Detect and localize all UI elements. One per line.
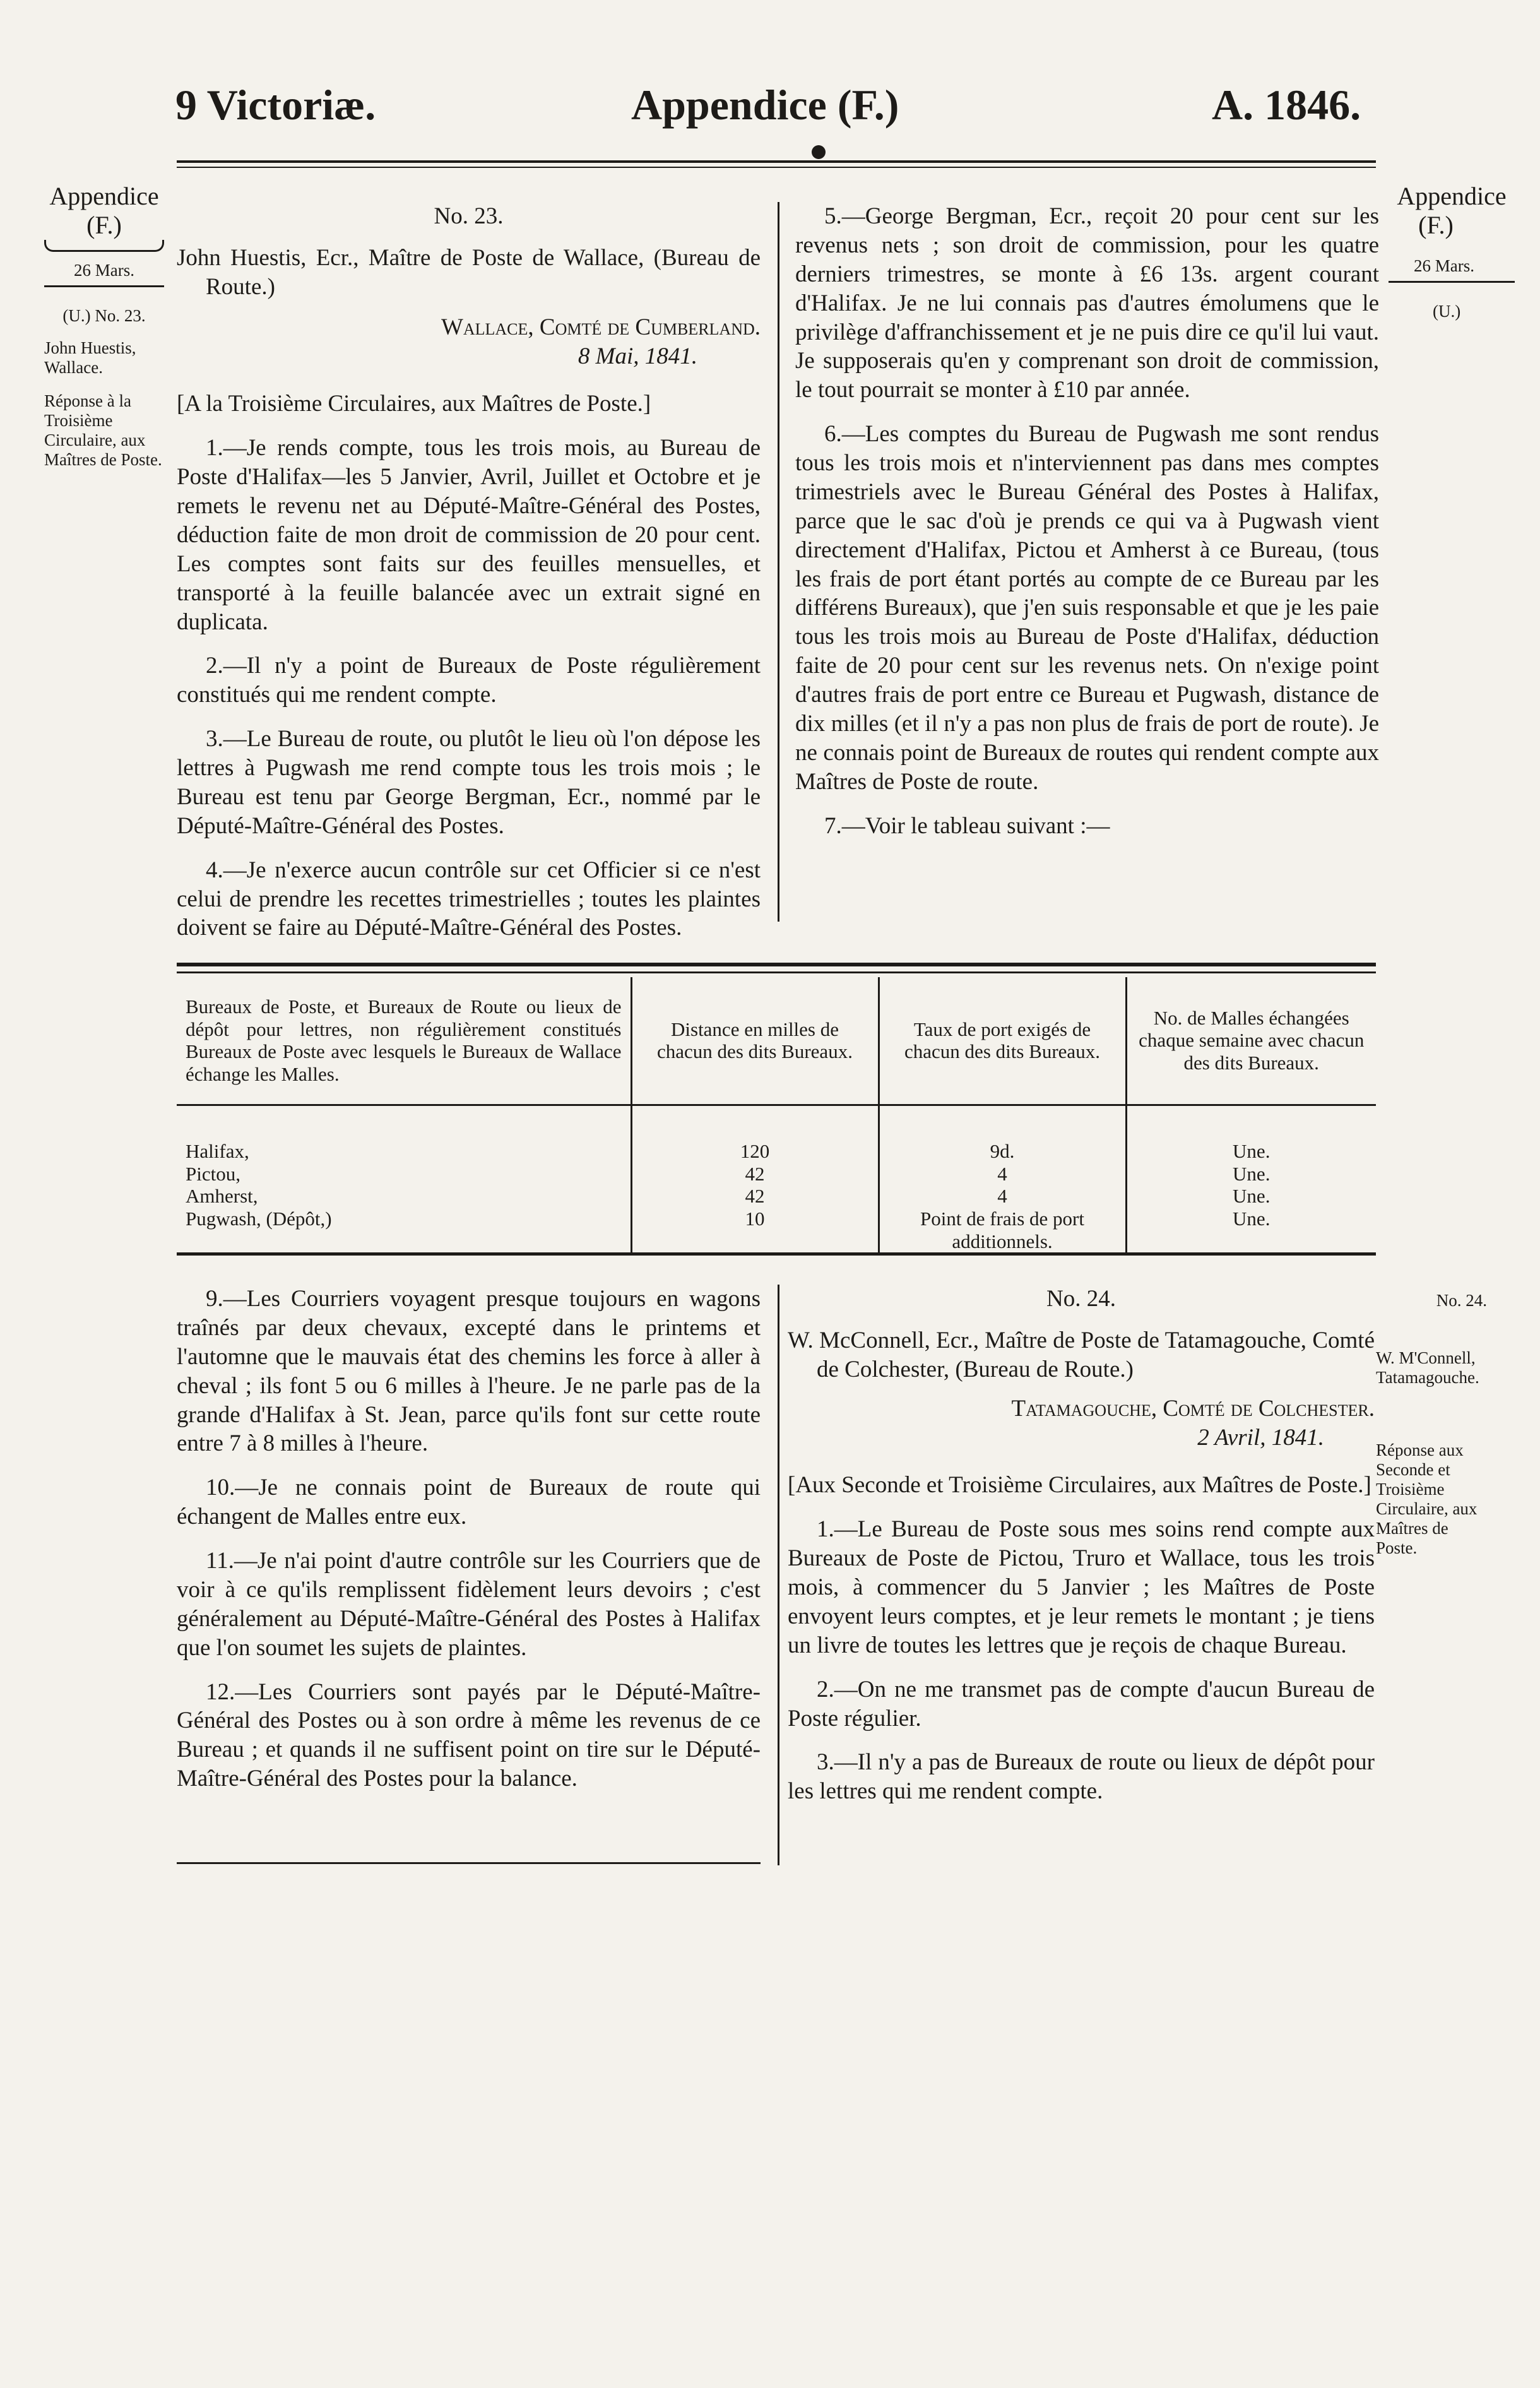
header-ornament [812,145,826,159]
letter-23-column [177,202,761,958]
table-cell-taux: 9d. [879,1140,1126,1163]
table-cell-malles: Une. [1126,1208,1376,1254]
table-cell-distance: 120 [631,1140,879,1163]
letter-23-para-3: 3.—Le Bureau de route, ou plutôt le lieu où l'on dépose les lettres à Pugwash me rend compte tous les trois mois ; le Bureau est tenu par George Bergman, Ecr., nommé par le Député-Maître-Général des Postes. [177,726,761,839]
table-header-distance: Distance en milles de chacun des dits Bureaux. [631,977,879,1105]
letter-23-para-10: 10.—Je ne connais point de Bureaux de route qui échangent de Malles entre eux. [177,1475,761,1530]
letter-23-end-rule [177,1862,761,1864]
table-cell-malles: Une. [1126,1185,1376,1208]
margin-bracket [44,240,164,252]
letter-23-para-6: 6.—Les comptes du Bureau de Pugwash me sont rendus tous les trois mois et n'interviennent pas dans mes comptes trimestriels avec le Bureau Général des Postes à Halifax, parce que le sac d'où je prends ce qui va à Pugwash vient directement d'Halifax, Pictou et Amherst à ce Bureau, (tous les frais de port étant portés au compte de ce Bureau par les différens Bureaux), que j'en suis responsable et que je les paie tous les trois mois au Bureau de Poste d'Halifax, déduction faite de 20 pour cent sur les revenus nets. On n'exige point d'autres frais de port entre ce Bureau et Pugwash, distance de dix milles (et il n'y a pas non plus de frais de port de route). Je ne connais point de Bureaux de routes qui rendent compte aux Maîtres de Poste de route. [795,421,1379,795]
column-divider-bottom [778,1285,779,1865]
margin-right-no: No. 24. [1436,1291,1487,1310]
running-header-center: Appendice (F.) [631,81,899,129]
table-cell-malles: Une. [1126,1163,1376,1185]
table-header-bureaux: Bureaux de Poste, et Bureaux de Route ou lieux de dépôt pour lettres, non régulièrement constitués Bureaux de Poste avec lesquels le Bureaux de Wallace échange les Malles. [177,977,631,1105]
margin-right-name: W. M'Connell, Tatamagouche. [1376,1348,1479,1387]
table-spacer-row [177,1105,1376,1140]
letter-23-para-12: 12.—Les Courriers sont payés par le Député-Maître-Général des Postes ou à son ordre à même les revenus de ce Bureau ; et quands il ne suffisent point on tire sur le Député-Maître-Général des Postes pour la balance. [177,1678,761,1792]
letter-24-date: 2 Avril, 1841. [1197,1424,1324,1451]
header-rule-top [177,160,1376,163]
table-row [177,1185,1376,1208]
table-cell-bureau: Pictou, [186,1162,240,1185]
table-header-taux: Taux de port exigés de chacun des dits Bureaux. [879,977,1126,1105]
margin-left-notes [44,182,164,470]
margin-right-notes-bottom [1376,1291,1487,1558]
letter-23-place: Wallace, Comté de Cumberland. [441,314,761,340]
margin-right-rule [1389,281,1515,283]
margin-appendix-letter: (F.) [86,211,122,239]
letter-24-para-2: 2.—On ne me transmet pas de compte d'aucun Bureau de Poste régulier. [788,1676,1375,1732]
letter-23-para-1: 1.—Je rends compte, tous les trois mois, au Bureau de Poste d'Halifax—les 5 Janvier, Avril, Juillet et Octobre et je remets le revenu net au Député-Maître-Général des Postes, déduction faite de mon droit de commission de 20 pour cent. Les comptes sont faits sur des feuilles mensuelles, et transporté à la feuille balancée avec un extrait signé en duplicata. [177,435,761,635]
margin-right-ref: (U.) [1433,302,1461,321]
letter-23-continued-column [795,202,1379,855]
letter-23-para-5: 5.—George Bergman, Ecr., reçoit 20 pour cent sur les revenus nets ; son droit de commission, pour les quatre derniers trimestres, se monte à £6 13s. argent courant d'Halifax. Je ne lui connais pas d'autres émolumens que le privilège d'affranchissement et je ne puis dire ce qu'il lui vaut. Je supposerais qu'en y comprenant son droit de commission, le tout pourrait se monter à £10 par année. [795,203,1379,403]
margin-appendix: Appendice [49,182,159,210]
table-header-row [177,977,1376,1105]
margin-reply: Réponse à la Troisième Circulaire, aux Maîtres de Poste. [44,391,162,470]
letter-24-para-3: 3.—Il n'y a pas de Bureaux de route ou lieux de dépôt pour les lettres qui me rendent compte. [788,1749,1375,1805]
table-cell-malles: Une. [1126,1140,1376,1163]
letter-23-para-2: 2.—Il n'y a point de Bureaux de Poste régulièrement constitués qui me rendent compte. [177,653,761,708]
table-cell-bureau: Pugwash, (Dépôt,) [177,1208,631,1254]
letter-23-para-9: 9.—Les Courriers voyagent presque toujours en wagons traînés par deux chevaux, excepté dans le printems et l'automne que le mauvais état des chemins les force à aller à cheval ; ils font 5 ou 6 milles à l'heure. Je ne parle pas de la grande d'Halifax à St. Jean, parce qu'ils font sur cette route entre 7 à 8 milles à l'heure. [177,1286,761,1457]
table-cell-distance: 42 [631,1163,879,1185]
letter-24-column [788,1285,1375,1821]
table-cell-taux: Point de frais de port additionnels. [879,1208,1126,1254]
table-row [177,1140,1376,1163]
header-rule-bottom [177,167,1376,168]
letter-24-para-1: 1.—Le Bureau de Poste sous mes soins rend compte aux Bureaux de Poste de Pictou, Truro et Wallace, tous les trois mois, à commencer du 5 Janvier ; les Maîtres de Poste envoyent leurs comptes, et je leur remets le montant ; je tiens un livre de toutes les lettres que je reçois de chaque Bureau. [788,1516,1375,1658]
running-header-right: A. 1846. [1212,81,1361,129]
margin-right-appendix-letter: (F.) [1418,211,1454,239]
table-cell-distance: 10 [631,1208,879,1254]
letter-23-addressee: John Huestis, Ecr., Maître de Poste de Wallace, (Bureau de Route.) [177,244,761,300]
letter-23-closing-column [177,1285,761,1809]
table-cell-distance: 42 [631,1185,879,1208]
margin-right-reply: Réponse aux Seconde et Troisième Circulaire, aux Maîtres de Poste. [1376,1441,1478,1558]
table-cell-taux: 4 [879,1163,1126,1185]
margin-right-notes-top [1389,182,1507,321]
letter-23-date: 8 Mai, 1841. [578,343,697,369]
table-cell-bureau: Amherst, [186,1185,258,1208]
margin-right-appendix: Appendice [1397,182,1507,210]
table-rule-top-thin [177,971,1376,973]
table-row [177,1163,1376,1185]
margin-name: John Huestis, Wallace. [44,338,136,377]
margin-rule [44,285,164,287]
table-rule-top [177,963,1376,966]
letter-24-number: No. 24. [1046,1286,1116,1312]
letter-23-reference: [A la Troisième Circulaires, aux Maîtres de Poste.] [177,391,651,417]
table-row [177,1208,1376,1254]
letter-24-addressee: W. McConnell, Ecr., Maître de Poste de Tatamagouche, Comté de Colchester, (Bureau de Route.) [788,1327,1375,1382]
column-divider-top [778,202,779,922]
margin-date: 26 Mars. [74,261,134,280]
margin-ref: (U.) No. 23. [62,306,146,326]
letter-23-para-7: 7.—Voir le tableau suivant :— [824,812,1110,839]
table-cell-taux: 4 [879,1185,1126,1208]
letter-24-place: Tatamagouche, Comté de Colchester. [1011,1395,1375,1422]
margin-right-date: 26 Mars. [1414,256,1474,275]
letter-24-reference: [Aux Seconde et Troisième Circulaires, aux Maîtres de Poste.] [788,1472,1371,1499]
mail-exchange-table [177,977,1376,1256]
table-header-malles: No. de Malles échangées chaque semaine avec chacun des dits Bureaux. [1126,977,1376,1105]
letter-23-para-11: 11.—Je n'ai point d'autre contrôle sur les Courriers que de voir à ce qu'ils remplissent fidèlement leurs devoirs ; c'est généralement au Député-Maître-Général des Postes à Halifax que l'on soumet les sujets de plaintes. [177,1548,761,1661]
running-header-left: 9 Victoriæ. [175,81,376,129]
letter-23-para-4: 4.—Je n'exerce aucun contrôle sur cet Officier si ce n'est celui de prendre les recettes trimestrielles ; toutes les plaintes doivent se faire au Député-Maître-Général des Postes. [177,857,761,941]
letter-23-number: No. 23. [434,203,504,229]
table-cell-bureau: Halifax, [186,1140,249,1162]
